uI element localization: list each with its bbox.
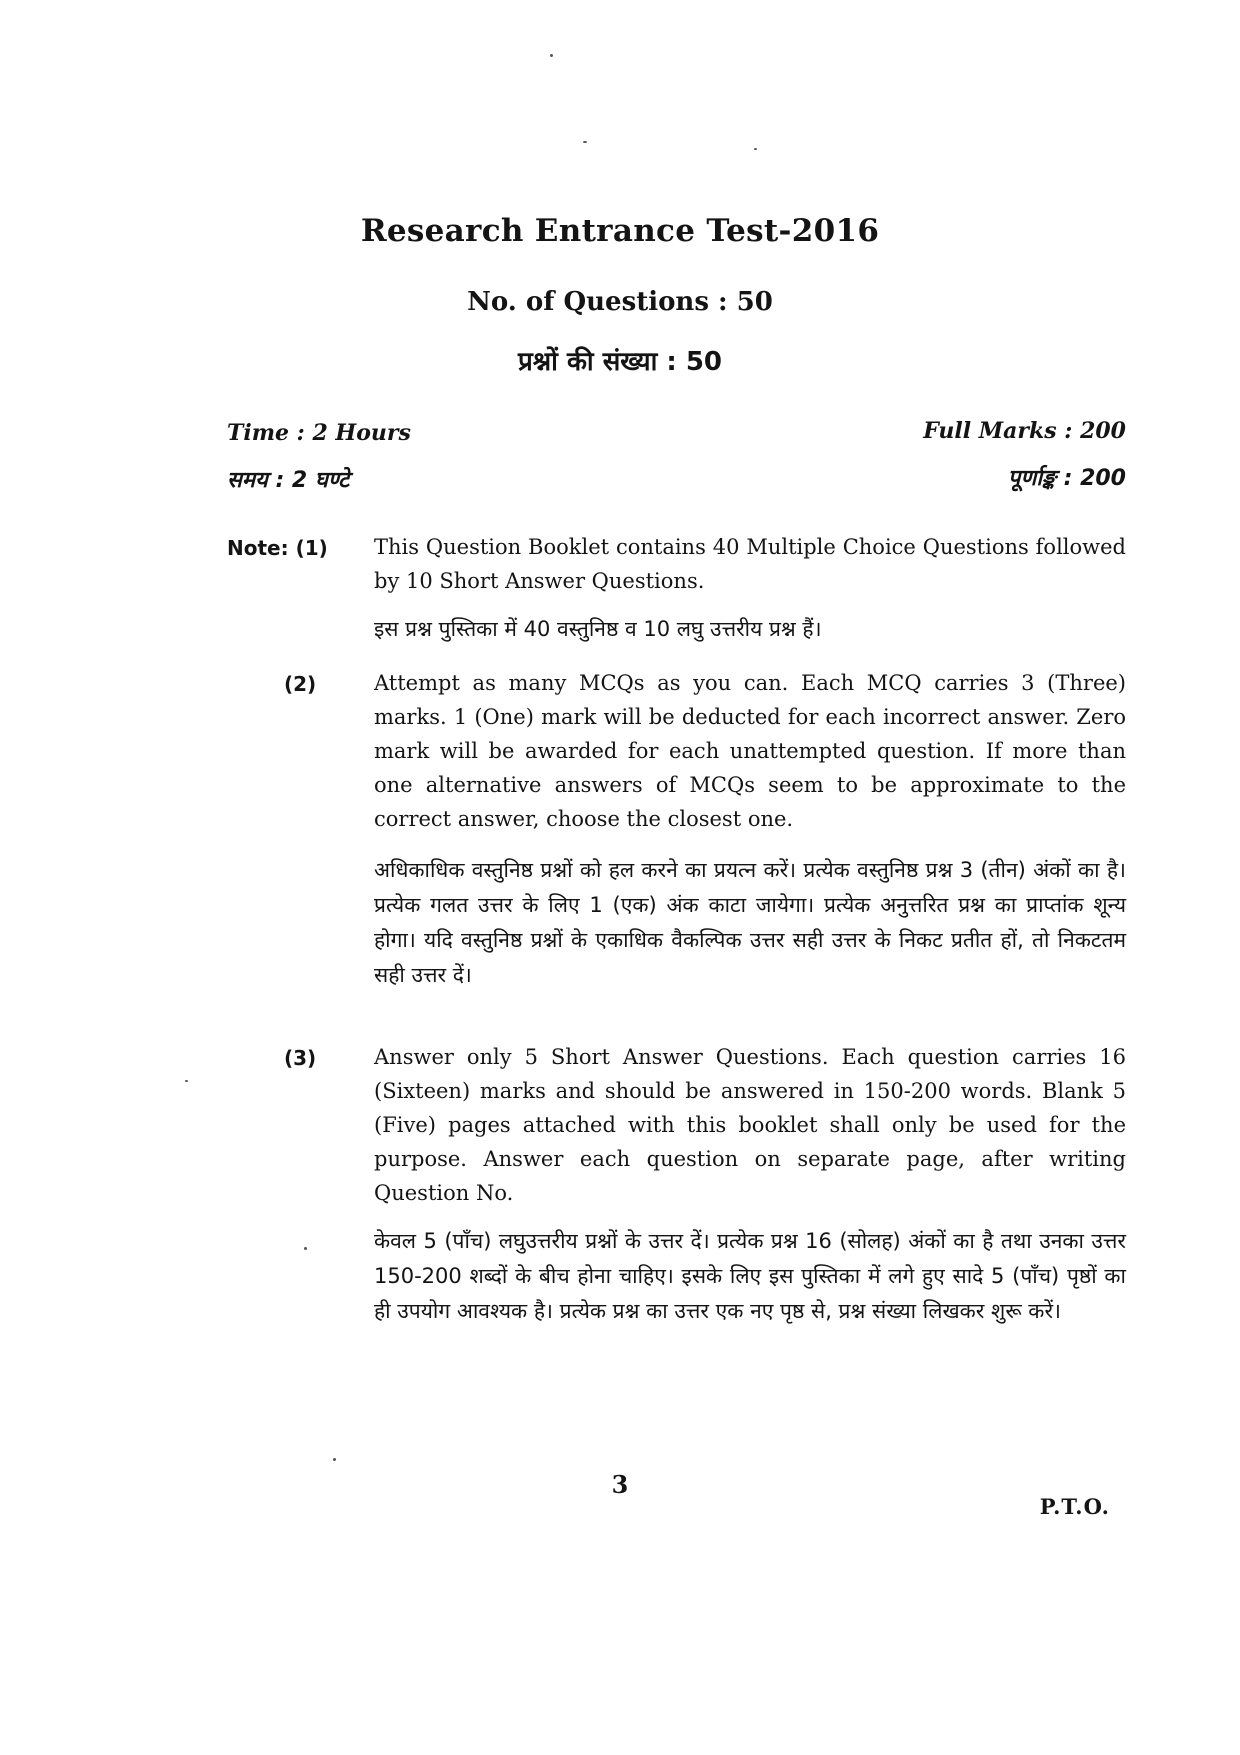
time-hi: समय : 2 घण्टे [227, 468, 350, 493]
scan-speck [185, 1080, 188, 1082]
note-2-en: Attempt as many MCQs as you can. Each MCQ carries 3 (Three) marks. 1 (One) mark will be deducted for each incorrect answer. Zero mark will be awarded for each unattempted question. If more than one alternative answers of MCQs seem to be approximate to the correct answer, choose the closest one. [374, 671, 1126, 831]
scan-speck [304, 1247, 307, 1250]
note-3-en: Answer only 5 Short Answer Questions. Each question carries 16 (Sixteen) marks and should be answered in 150-200 words. Blank 5 (Five) pages attached with this booklet shall only be used for the purpose. Answer each question on separate page, after writing Question No. [374, 1045, 1126, 1205]
scan-speck [550, 54, 553, 57]
full-marks-hi: पूर्णाङ्क : 200 [1007, 466, 1126, 491]
scan-speck [333, 1458, 336, 1461]
page-number: 3 [611, 1470, 629, 1499]
note-label: Note: (1) [227, 536, 328, 560]
question-count-en: No. of Questions : 50 [467, 287, 773, 317]
note-3-number: (3) [284, 1046, 317, 1070]
note-2-number: (2) [284, 672, 317, 696]
note-2-hi: अधिकाधिक वस्तुनिष्ठ प्रश्नों को हल करने का प्रयत्न करें। प्रत्येक वस्तुनिष्ठ प्रश्न 3 (तीन) अंकों का है। प्रत्येक गलत उत्तर के लिए 1 (एक) अंक काटा जायेगा। प्रत्येक अनुत्तरित प्रश्न का प्राप्तांक शून्य होगा। यदि वस्तुनिष्ठ प्रश्नों के एकाधिक वैकल्पिक उत्तर सही उत्तर के निकट प्रतीत हों, तो निकटतम सही उत्तर दें। [374, 858, 1126, 987]
question-count-hi: प्रश्नों की संख्या : 50 [518, 347, 722, 377]
full-marks-en: Full Marks : 200 [923, 418, 1126, 444]
pto-label: P.T.O. [1039, 1494, 1110, 1519]
note-3-hi: केवल 5 (पाँच) लघुउत्तरीय प्रश्नों के उत्तर दें। प्रत्येक प्रश्न 16 (सोलह) अंकों का है तथा उनका उत्तर 150-200 शब्दों के बीच होना चाहिए। इसके लिए इस पुस्तिका में लगे हुए सादे 5 (पाँच) पृष्ठों का ही उपयोग आवश्यक है। प्रत्येक प्रश्न का उत्तर एक नए पृष्ठ से, प्रश्न संख्या लिखकर शुरू करें। [374, 1229, 1126, 1323]
note-1-en: This Question Booklet contains 40 Multiple Choice Questions followed by 10 Short Answer Questions. [374, 535, 1126, 593]
note-1-hi: इस प्रश्न पुस्तिका में 40 वस्तुनिष्ठ व 10 लघु उत्तरीय प्रश्न हैं। [374, 617, 822, 641]
page-title: Research Entrance Test-2016 [360, 213, 880, 249]
scan-speck [754, 148, 757, 150]
time-en: Time : 2 Hours [227, 420, 411, 446]
scan-speck [583, 141, 587, 143]
